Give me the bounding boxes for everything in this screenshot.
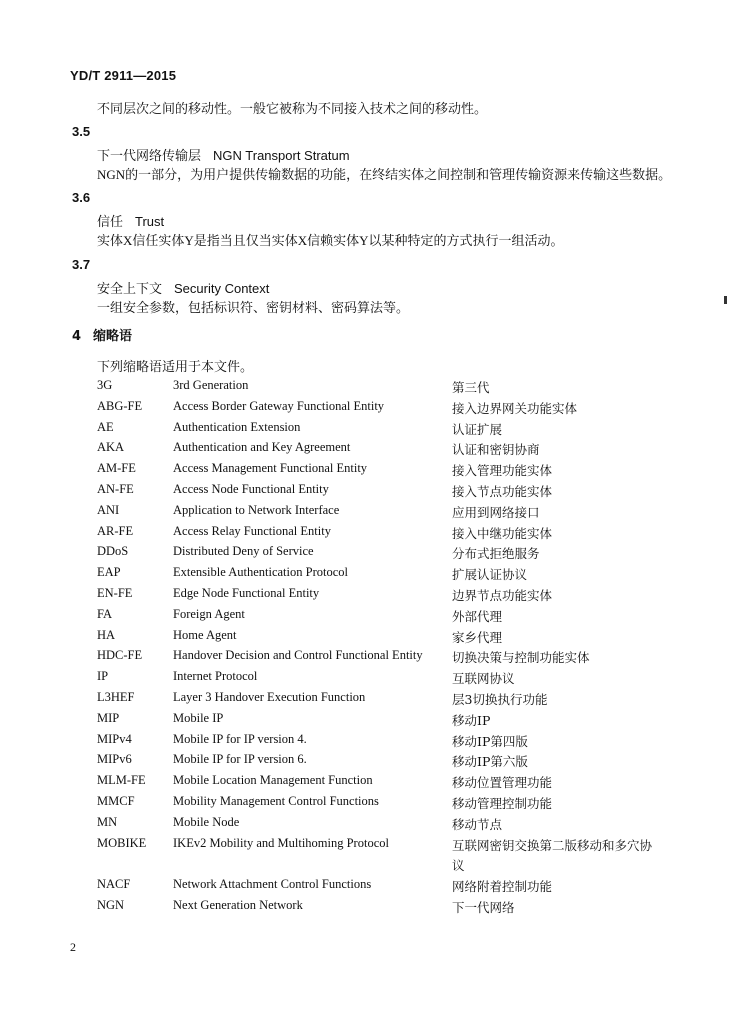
definition-3-7: 一组安全参数，包括标识符、密钥材料、密码算法等。: [97, 300, 410, 315]
abbr-cell: EAP: [97, 565, 121, 580]
scan-margin-mark: [724, 296, 727, 304]
definition-3-6: 实体X信任实体Y是指当且仅当实体X信赖实体Y以某种特定的方式执行一组活动。: [97, 233, 564, 248]
english-term-cell: Mobile IP for IP version 6.: [173, 752, 307, 767]
english-term-cell: Mobile IP for IP version 4.: [173, 731, 307, 746]
abbr-cell: MIPv6: [97, 752, 132, 767]
chinese-term-cell: 边界节点功能实体: [452, 587, 553, 603]
table-row: [97, 607, 677, 628]
abbr-cell: MOBIKE: [97, 835, 147, 850]
chinese-term-cell: 接入节点功能实体: [452, 483, 553, 499]
chinese-term-cell: 互联网协议: [452, 671, 515, 687]
section-number-3-7: 3.7: [72, 257, 91, 272]
table-row: [97, 440, 677, 461]
abbreviation-intro: 下列缩略语适用于本文件。: [97, 359, 254, 374]
chinese-term-cell: 下一代网络: [452, 899, 515, 915]
english-term-cell: Access Management Functional Entity: [173, 461, 368, 476]
chinese-term-cell: 接入边界网关功能实体: [452, 400, 578, 416]
term-3-7: [97, 278, 269, 297]
abbr-cell: AE: [97, 419, 114, 434]
english-term-cell: Access Node Functional Entity: [173, 481, 329, 496]
abbr-cell: AN-FE: [97, 481, 134, 496]
table-row: [97, 690, 677, 711]
term-en: Trust: [135, 214, 165, 229]
table-row: [97, 544, 677, 565]
english-term-cell: Authentication and Key Agreement: [173, 440, 351, 455]
page-number: 2: [70, 940, 76, 954]
table-row: [97, 420, 677, 441]
term-3-5: [97, 145, 350, 164]
table-row: [97, 815, 677, 836]
definition-3-5: NGN的一部分，为用户提供传输数据的功能，在终结实体之间控制和管理传输资源来传输这些数据。: [97, 167, 672, 182]
english-term-cell: Next Generation Network: [173, 897, 303, 912]
abbr-cell: MMCF: [97, 793, 135, 808]
english-term-cell: Mobile Node: [173, 814, 240, 829]
english-term-cell: Mobility Management Control Functions: [173, 793, 379, 808]
chinese-term-cell: 分布式拒绝服务: [452, 546, 540, 562]
english-term-cell: Access Border Gateway Functional Entity: [173, 398, 385, 413]
english-term-cell: Foreign Agent: [173, 606, 245, 621]
abbr-cell: NGN: [97, 897, 125, 912]
table-row: [97, 836, 677, 878]
english-term-cell: Network Attachment Control Functions: [173, 877, 372, 892]
english-term-cell: Access Relay Functional Entity: [173, 523, 331, 538]
chinese-term-cell: 移动IP: [452, 712, 491, 728]
term-zh: 安全上下文: [97, 282, 163, 297]
chapter-number: 4: [72, 329, 82, 344]
chinese-term-cell: 切换决策与控制功能实体: [452, 650, 590, 666]
abbr-cell: DDoS: [97, 544, 129, 559]
term-zh: 下一代网络传输层: [97, 149, 202, 164]
chinese-term-cell: 家乡代理: [452, 629, 503, 645]
abbr-cell: MN: [97, 814, 118, 829]
table-row: [97, 503, 677, 524]
english-term-cell: 3rd Generation: [173, 378, 249, 392]
table-row: [97, 773, 677, 794]
chinese-term-cell: 移动IP第六版: [452, 754, 528, 770]
abbr-cell: IP: [97, 669, 109, 684]
english-term-cell: Mobile IP: [173, 710, 224, 725]
abbr-cell: 3G: [97, 378, 113, 392]
table-row: [97, 378, 677, 399]
english-term-cell: Home Agent: [173, 627, 237, 642]
chinese-term-cell: 移动IP第四版: [452, 733, 528, 749]
abbr-cell: HA: [97, 627, 116, 642]
abbr-cell: MIP: [97, 710, 120, 725]
abbreviation-table: [97, 378, 677, 919]
table-row: [97, 628, 677, 649]
term-zh: 信任: [97, 215, 124, 230]
chinese-term-cell: 网络附着控制功能: [452, 879, 553, 895]
english-term-cell: Mobile Location Management Function: [173, 773, 373, 788]
chinese-term-cell: 移动节点: [452, 816, 503, 832]
section-number-3-5: 3.5: [72, 124, 91, 139]
term-3-6: [97, 211, 164, 230]
abbr-cell: HDC-FE: [97, 648, 143, 663]
chinese-term-cell: 应用到网络接口: [452, 504, 540, 520]
english-term-cell: Extensible Authentication Protocol: [173, 565, 348, 580]
abbr-cell: AKA: [97, 440, 125, 455]
chinese-term-cell: 移动位置管理功能: [452, 775, 553, 791]
abbr-cell: AR-FE: [97, 523, 134, 538]
chinese-term-cell: 外部代理: [452, 608, 503, 624]
abbr-cell: FA: [97, 606, 113, 621]
table-row: [97, 794, 677, 815]
abbr-cell: MIPv4: [97, 731, 132, 746]
intro-line: 不同层次之间的移动性。一般它被称为不同接入技术之间的移动性。: [97, 101, 488, 116]
section-number-3-6: 3.6: [72, 190, 91, 205]
chinese-term-cell: 接入管理功能实体: [452, 463, 553, 479]
term-en: NGN Transport Stratum: [213, 148, 350, 163]
table-row: [97, 648, 677, 669]
chinese-term-cell: 认证扩展: [452, 421, 503, 437]
chinese-term-cell: 认证和密钥协商: [452, 442, 540, 458]
table-row: [97, 524, 677, 545]
chinese-term-cell: 互联网密钥交换第二版移动和多穴协议: [452, 837, 653, 874]
table-row: [97, 732, 677, 753]
table-row: [97, 877, 677, 898]
chinese-term-cell: 扩展认证协议: [452, 567, 528, 583]
english-term-cell: Edge Node Functional Entity: [173, 585, 320, 600]
chapter-heading: [72, 325, 132, 344]
english-term-cell: Handover Decision and Control Functional Entity: [173, 648, 423, 663]
english-term-cell: Distributed Deny of Service: [173, 544, 314, 559]
chapter-title: 缩略语: [93, 329, 133, 344]
abbr-cell: ABG-FE: [97, 398, 143, 413]
table-row: [97, 586, 677, 607]
english-term-cell: Authentication Extension: [173, 419, 301, 434]
abbr-cell: L3HEF: [97, 689, 135, 704]
table-row: [97, 461, 677, 482]
term-en: Security Context: [174, 281, 270, 296]
table-row: [97, 752, 677, 773]
english-term-cell: Internet Protocol: [173, 669, 258, 684]
table-row: [97, 898, 677, 919]
abbr-cell: MLM-FE: [97, 773, 146, 788]
chinese-term-cell: 层3切换执行功能: [452, 691, 548, 707]
table-row: [97, 669, 677, 690]
abbr-cell: NACF: [97, 877, 131, 892]
standard-number-header: YD/T 2911—2015: [70, 68, 177, 83]
table-row: [97, 711, 677, 732]
table-row: [97, 565, 677, 586]
english-term-cell: IKEv2 Mobility and Multihoming Protocol: [173, 835, 389, 850]
table-row: [97, 399, 677, 420]
chinese-term-cell: 第三代: [452, 380, 490, 395]
abbr-cell: AM-FE: [97, 461, 136, 476]
chinese-term-cell: 接入中继功能实体: [452, 525, 553, 541]
chinese-term-cell: 移动管理控制功能: [452, 795, 553, 811]
abbr-cell: EN-FE: [97, 585, 133, 600]
english-term-cell: Application to Network Interface: [173, 502, 340, 517]
table-row: [97, 482, 677, 503]
abbr-cell: ANI: [97, 502, 120, 517]
english-term-cell: Layer 3 Handover Execution Function: [173, 689, 366, 704]
